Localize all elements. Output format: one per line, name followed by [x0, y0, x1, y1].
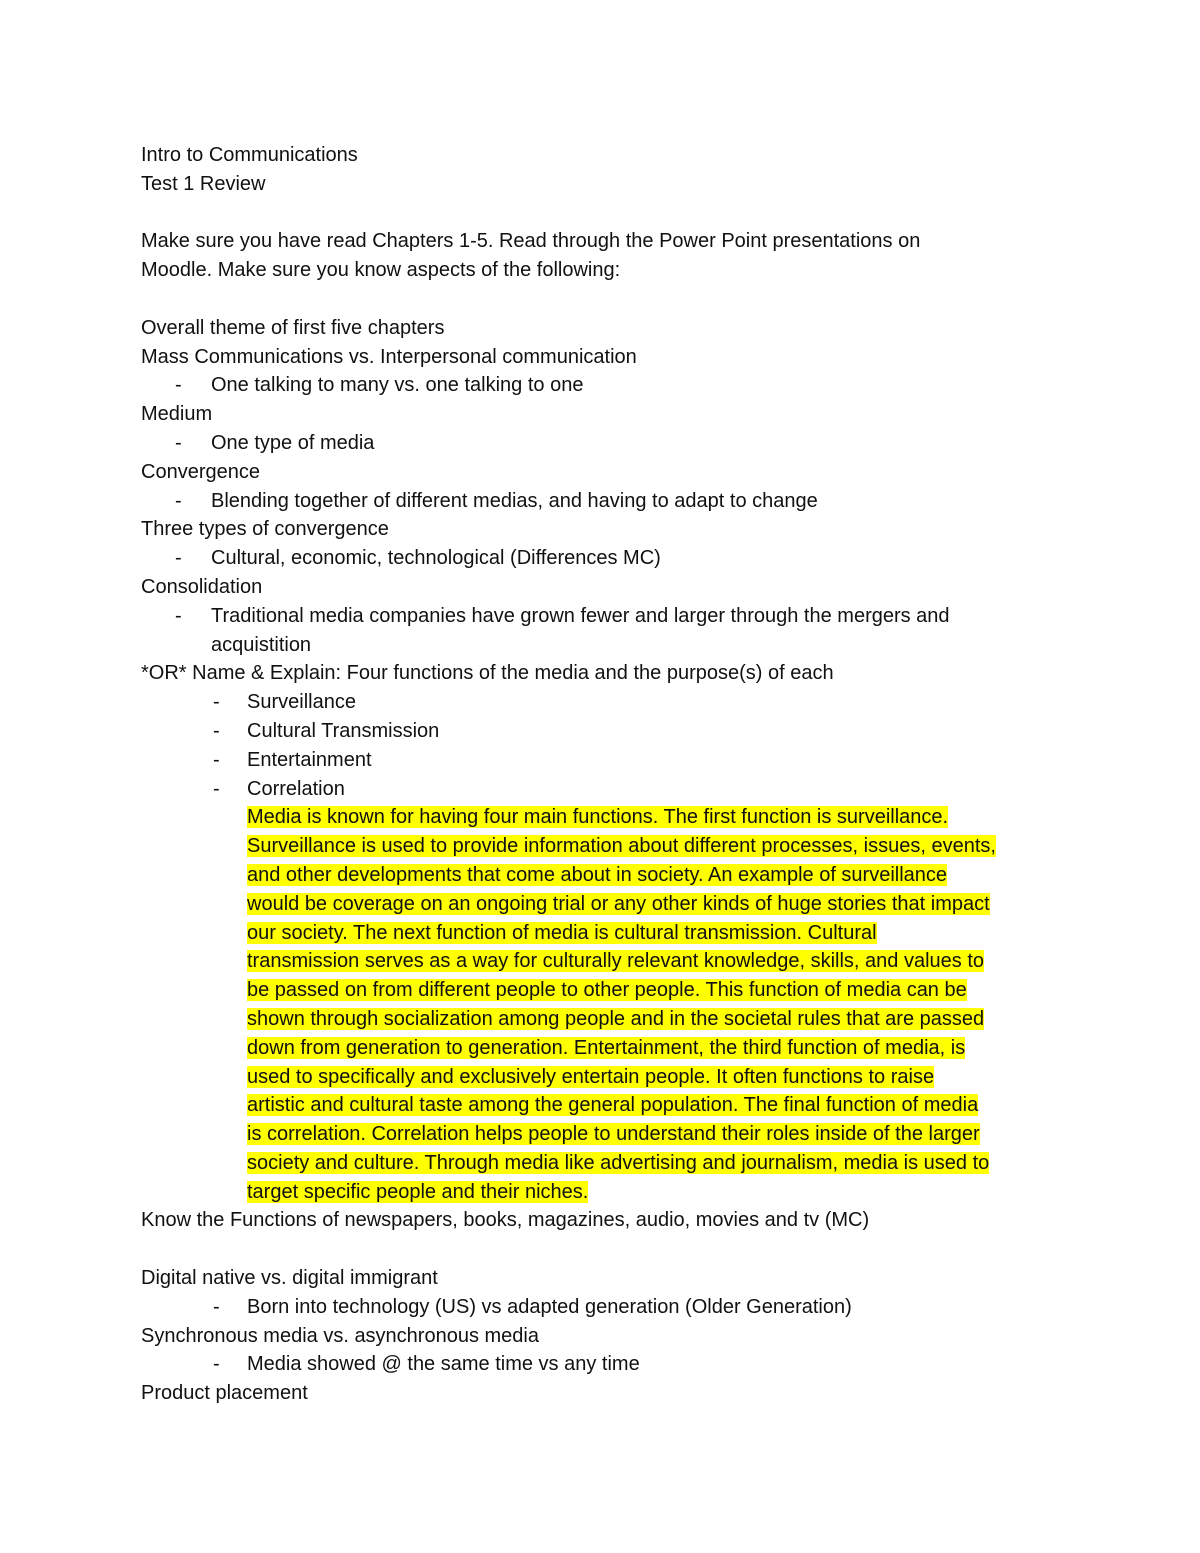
heading-know-functions: Know the Functions of newspapers, books, magazines, audio, movies and tv (MC): [141, 1209, 870, 1232]
bullet-text-line-1: Traditional media companies have grown fewer and larger through the mergers and: [211, 604, 950, 627]
heading-overall-theme: Overall theme of first five chapters: [141, 316, 445, 339]
bullet-text: Media showed @ the same time vs any time: [247, 1353, 640, 1376]
heading-consolidation: Consolidation: [141, 575, 263, 598]
intro-line-2: Moodle. Make sure you know aspects of the following:: [141, 259, 621, 282]
bullet-dash: -: [175, 489, 182, 512]
highlighted-text: target specific people and their niches.: [247, 1180, 589, 1203]
bullet-text: Cultural, economic, technological (Differences MC): [211, 547, 661, 570]
heading-synchronous-media: Synchronous media vs. asynchronous media: [141, 1324, 539, 1347]
bullet-text: Born into technology (US) vs adapted generation (Older Generation): [247, 1295, 852, 1318]
highlighted-line: [247, 803, 1061, 832]
highlighted-line: [247, 947, 1061, 976]
highlighted-line: [247, 919, 1061, 948]
bullet-dash: -: [175, 547, 182, 570]
highlighted-line: [247, 1120, 1061, 1149]
bullet-dash: -: [213, 748, 220, 771]
heading-mass-communications: Mass Communications vs. Interpersonal communication: [141, 345, 637, 368]
bullet-text: One talking to many vs. one talking to one: [211, 374, 584, 397]
highlighted-line: [247, 1034, 1061, 1063]
bullet-dash: -: [213, 1295, 220, 1318]
highlighted-answer-paragraph: [141, 803, 1061, 1206]
bullet-dash: -: [213, 719, 220, 742]
heading-product-placement: Product placement: [141, 1382, 308, 1405]
bullet-function-correlation: [141, 775, 1061, 804]
highlighted-line: [247, 1149, 1061, 1178]
highlighted-text: would be coverage on an ongoing trial or any other kinds of huge stories that impact: [247, 892, 990, 915]
heading-convergence: Convergence: [141, 460, 260, 483]
highlighted-text: Surveillance is used to provide information about different processes, issues, events,: [247, 835, 996, 858]
highlighted-line: [247, 832, 1061, 861]
bullet-text: Blending together of different medias, and having to adapt to change: [211, 489, 818, 512]
bullet-digital-native: [141, 1293, 1061, 1322]
blank-line: [141, 199, 1061, 228]
heading-three-types-convergence: Three types of convergence: [141, 518, 389, 541]
highlighted-text: is correlation. Correlation helps people to understand their roles inside of the larger: [247, 1123, 980, 1146]
highlighted-text: shown through socialization among people and in the societal rules that are passed: [247, 1007, 985, 1030]
highlighted-text: our society. The next function of media is cultural transmission. Cultural: [247, 921, 877, 944]
bullet-dash: -: [213, 777, 220, 800]
bullet-convergence: [141, 487, 1061, 516]
highlighted-line: [247, 976, 1061, 1005]
bullet-dash: -: [213, 691, 220, 714]
highlighted-line: [247, 861, 1061, 890]
bullet-consolidation: [141, 602, 1061, 660]
bullet-function-surveillance: [141, 688, 1061, 717]
highlighted-text: transmission serves as a way for culturally relevant knowledge, skills, and values to: [247, 950, 984, 973]
bullet-text-line-2: acquistition: [211, 633, 312, 656]
highlighted-text: Media is known for having four main functions. The first function is surveillance.: [247, 806, 949, 829]
highlighted-text: and other developments that come about in society. An example of surveillance: [247, 863, 948, 886]
highlighted-line: [247, 1063, 1061, 1092]
highlighted-text: used to specifically and exclusively entertain people. It often functions to raise: [247, 1065, 935, 1088]
heading-digital-native: Digital native vs. digital immigrant: [141, 1267, 438, 1290]
highlighted-line: [247, 1091, 1061, 1120]
highlighted-text: down from generation to generation. Entertainment, the third function of media, is: [247, 1036, 966, 1059]
bullet-three-types-convergence: [141, 544, 1061, 573]
bullet-text: One type of media: [211, 431, 375, 454]
bullet-text: Entertainment: [247, 748, 372, 771]
bullet-function-entertainment: [141, 746, 1061, 775]
bullet-dash: -: [175, 374, 182, 397]
bullet-function-cultural-transmission: [141, 717, 1061, 746]
bullet-medium: [141, 429, 1061, 458]
bullet-dash: -: [213, 1353, 220, 1376]
highlighted-text: be passed on from different people to other people. This function of media can be: [247, 979, 967, 1002]
bullet-text: Correlation: [247, 777, 345, 800]
highlighted-line: [247, 1178, 1061, 1207]
bullet-text: Surveillance: [247, 691, 356, 714]
intro-line-1: Make sure you have read Chapters 1-5. Read through the Power Point presentations on: [141, 230, 921, 253]
document-page: [141, 141, 1061, 1408]
bullet-mass-communications: [141, 371, 1061, 400]
bullet-dash: -: [175, 604, 182, 627]
highlighted-line: [247, 890, 1061, 919]
document-title: Intro to Communications: [141, 144, 358, 166]
bullet-synchronous-media: [141, 1350, 1061, 1379]
blank-line: [141, 1235, 1061, 1264]
heading-four-functions: *OR* Name & Explain: Four functions of the media and the purpose(s) of each: [141, 662, 834, 685]
bullet-text: Cultural Transmission: [247, 719, 440, 742]
highlighted-text: society and culture. Through media like advertising and journalism, media is used to: [247, 1151, 990, 1174]
document-subtitle: Test 1 Review: [141, 172, 266, 195]
heading-medium: Medium: [141, 403, 213, 426]
bullet-dash: -: [175, 431, 182, 454]
highlighted-text: artistic and cultural taste among the general population. The final function of media: [247, 1094, 979, 1117]
highlighted-line: [247, 1005, 1061, 1034]
blank-line: [141, 285, 1061, 314]
